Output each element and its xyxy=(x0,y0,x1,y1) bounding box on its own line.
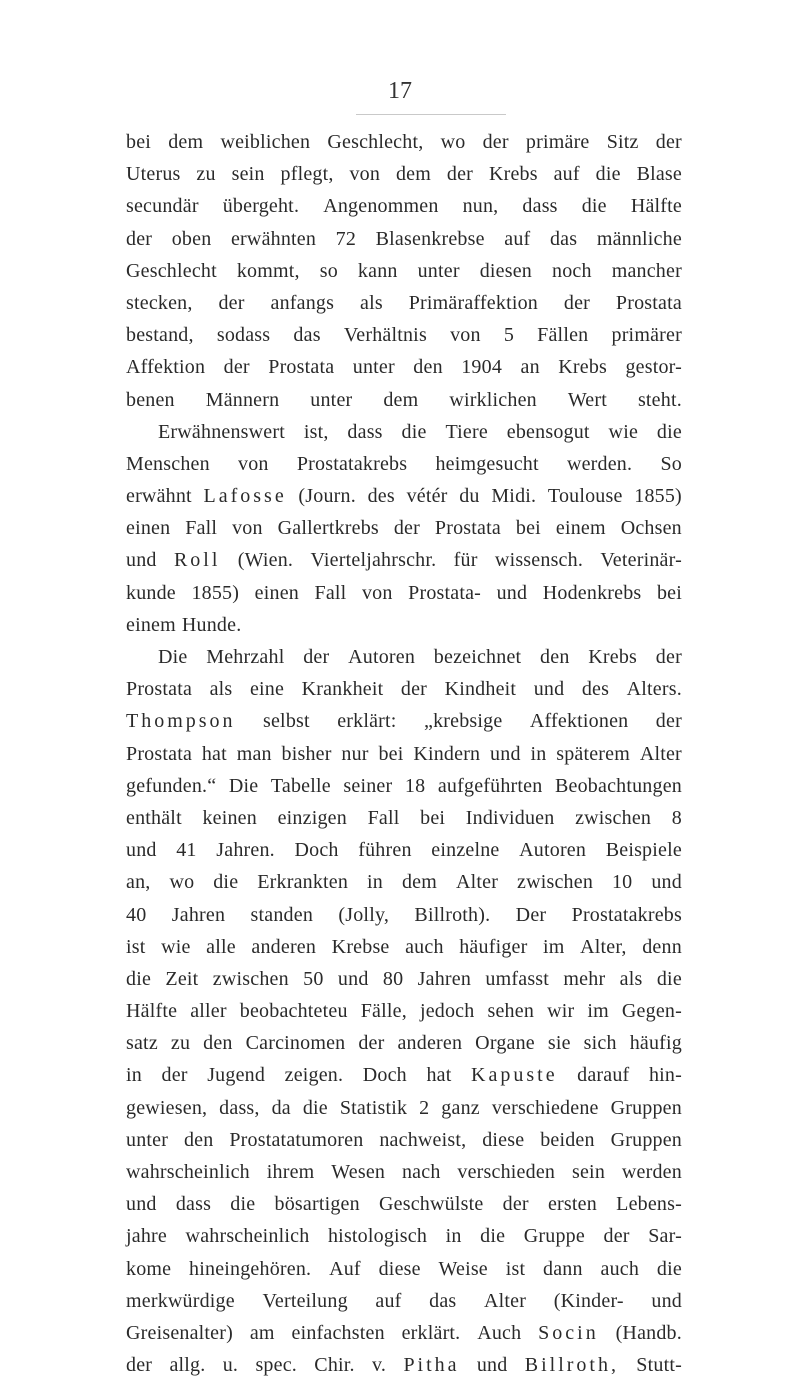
text-line: Prostata hat man bisher nur bei Kindern und in späterem Alter xyxy=(126,742,682,765)
text-line: bestand, sodass das Verhältnis von 5 Fällen primärer xyxy=(126,324,682,347)
text-line: an, wo die Erkrankten in dem Alter zwischen 10 und xyxy=(126,871,682,894)
text-line: Prostata als eine Krankheit der Kindheit und des Alters. xyxy=(126,678,682,701)
text-line: jahre wahrscheinlich histologisch in die Gruppe der Sar- xyxy=(126,1225,682,1248)
text-line: bei dem weiblichen Geschlecht, wo der primäre Sitz der xyxy=(126,131,682,153)
text-line: Erwähnenswert ist, dass die Tiere ebensogut wie die xyxy=(158,420,682,443)
text-line: Uterus zu sein pflegt, von dem der Krebs auf die Blase xyxy=(126,163,682,186)
text-line: in der Jugend zeigen. Doch hat Kapuste darauf hin- xyxy=(126,1064,682,1087)
text-line: und dass die bösartigen Geschwülste der ersten Lebens- xyxy=(126,1193,682,1216)
text-line: benen Männern unter dem wirklichen Wert steht. xyxy=(126,388,682,411)
text-line: einem Hunde. xyxy=(126,613,242,636)
text-line: stecken, der anfangs als Primäraffektion der Prostata xyxy=(126,291,682,314)
header-rule xyxy=(356,114,506,115)
text-line: Affektion der Prostata unter den 1904 an Krebs gestor- xyxy=(126,356,682,379)
text-line: kome hineingehören. Auf diese Weise ist dann auch die xyxy=(126,1257,682,1280)
text-line: und 41 Jahren. Doch führen einzelne Autoren Beispiele xyxy=(126,839,682,862)
body-text xyxy=(126,126,682,1381)
text-line: Hälfte aller beobachteteu Fälle, jedoch sehen wir im Gegen- xyxy=(126,1000,682,1023)
text-line: Geschlecht kommt, so kann unter diesen noch mancher xyxy=(126,259,682,282)
text-line: Greisenalter) am einfachsten erklärt. Auch Socin (Handb. xyxy=(126,1321,682,1344)
text-line: Menschen von Prostatakrebs heimgesucht werden. So xyxy=(126,452,682,475)
text-line: erwähnt Lafosse (Journ. des vétér du Midi. Toulouse 1855) xyxy=(126,485,682,508)
text-line: einen Fall von Gallertkrebs der Prostata bei einem Ochsen xyxy=(126,517,682,540)
text-line: satz zu den Carcinomen der anderen Organe sie sich häufig xyxy=(126,1032,682,1055)
text-line: der allg. u. spec. Chir. v. Pitha und Billroth, Stutt- xyxy=(126,1354,682,1377)
text-line: gewiesen, dass, da die Statistik 2 ganz verschiedene Gruppen xyxy=(126,1096,682,1119)
text-line: der oben erwähnten 72 Blasenkrebse auf das männliche xyxy=(126,227,682,250)
text-line: wahrscheinlich ihrem Wesen nach verschieden sein werden xyxy=(126,1161,682,1183)
text-line: die Zeit zwischen 50 und 80 Jahren umfasst mehr als die xyxy=(126,967,682,990)
text-line: ist wie alle anderen Krebse auch häufiger im Alter, denn xyxy=(126,935,682,958)
text-line: Die Mehrzahl der Autoren bezeichnet den Krebs der xyxy=(158,646,682,668)
text-line: und Roll (Wien. Vierteljahrschr. für wissensch. Veterinär- xyxy=(126,549,682,572)
text-line: merkwürdige Verteilung auf das Alter (Kinder- und xyxy=(126,1289,682,1312)
text-line: Thompson selbst erklärt: „krebsige Affektionen der xyxy=(126,710,682,733)
text-line: secundär übergeht. Angenommen nun, dass die Hälfte xyxy=(126,195,682,218)
text-line: gefunden.“ Die Tabelle seiner 18 aufgeführten Beobachtungen xyxy=(126,774,682,797)
page-number: 17 xyxy=(388,78,412,104)
text-line: 40 Jahren standen (Jolly, Billroth). Der Prostatakrebs xyxy=(126,903,682,926)
text-line: enthält keinen einzigen Fall bei Individuen zwischen 8 xyxy=(126,806,682,829)
text-line: kunde 1855) einen Fall von Prostata- und Hodenkrebs bei xyxy=(126,581,682,604)
text-line: unter den Prostatatumoren nachweist, diese beiden Gruppen xyxy=(126,1128,682,1151)
